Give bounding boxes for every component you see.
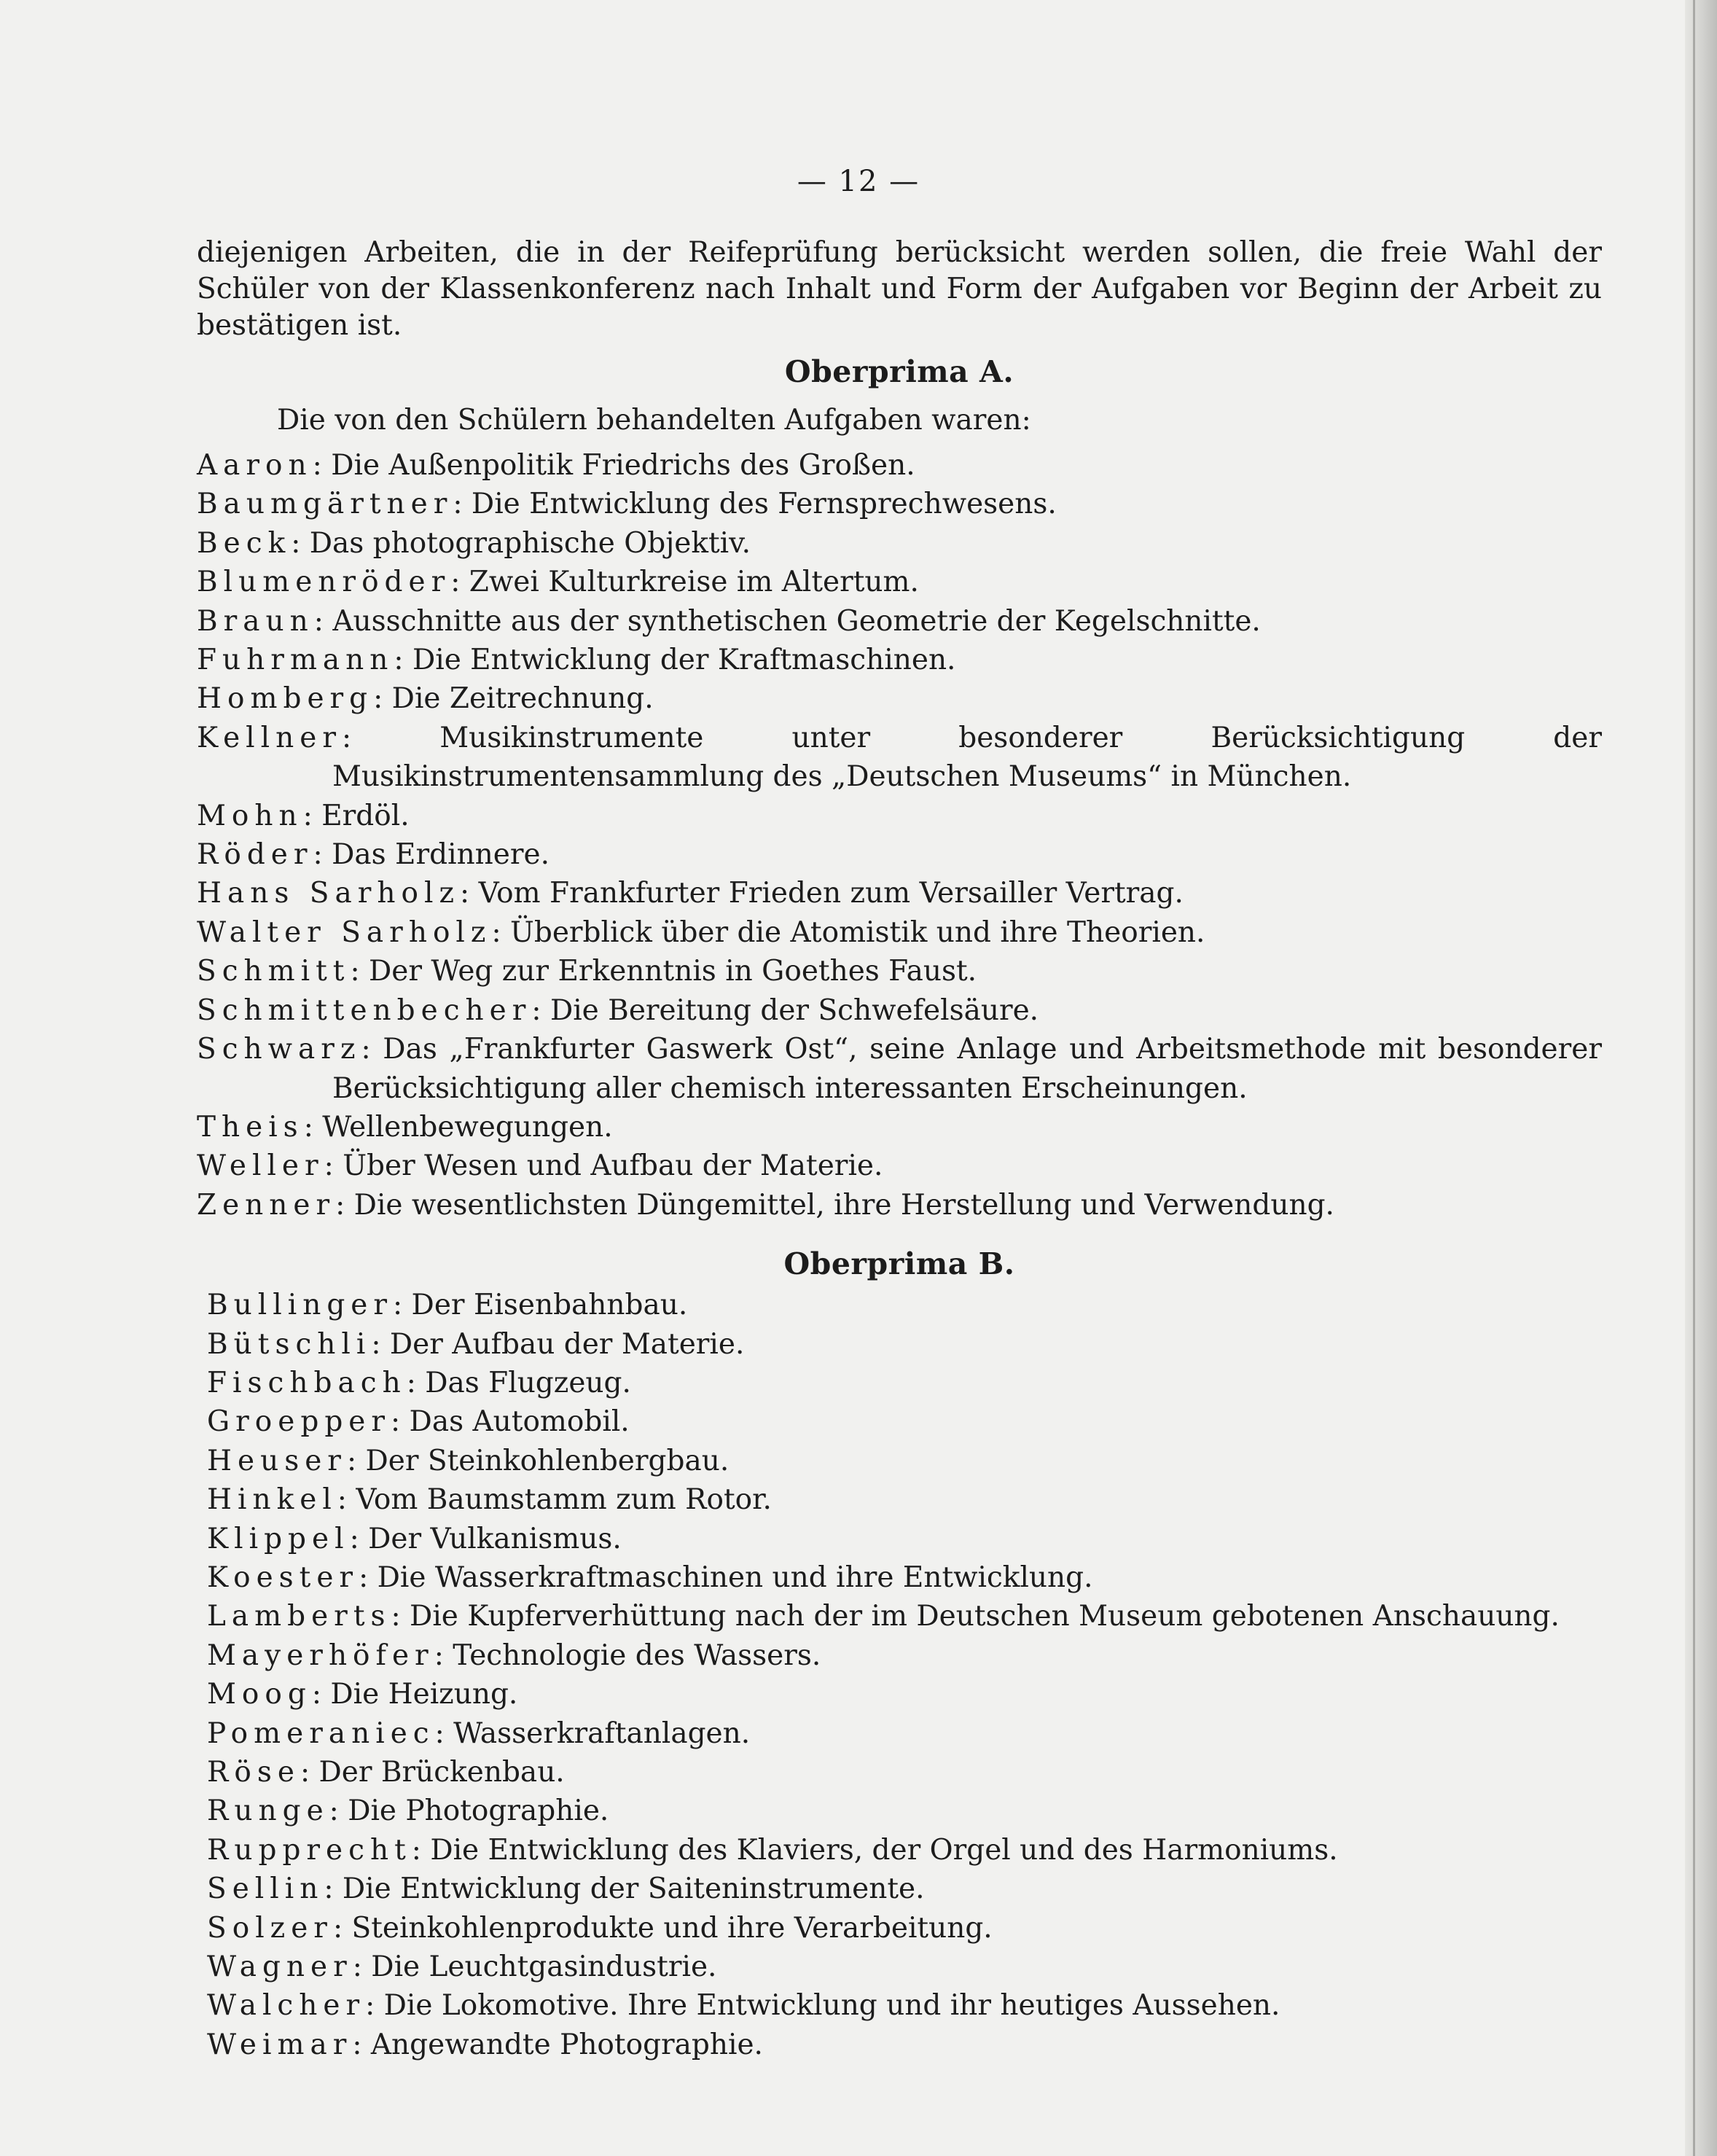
list-item — [197, 1520, 1602, 1558]
section-subtitle: Die von den Schülern behandelten Aufgaben waren: — [277, 404, 1031, 437]
essay-topic: : Die Kupferverhüttung nach der im Deutschen Museum gebotenen Anschauung. — [391, 1600, 1560, 1633]
student-name: Walter Sarholz — [197, 915, 492, 949]
list-item — [197, 1480, 1602, 1519]
list-item — [197, 1636, 1602, 1675]
student-name: Wagner — [207, 1950, 353, 1984]
list-item — [197, 1753, 1602, 1792]
essay-topic: : Die Entwicklung der Saiteninstrumente. — [324, 1872, 925, 1906]
list-item — [197, 1675, 1602, 1714]
essay-topic: : Die Entwicklung des Fernsprechwesens. — [453, 488, 1057, 521]
student-name: Röder — [197, 838, 313, 872]
student-name: Koester — [207, 1561, 359, 1594]
student-name: Bullinger — [207, 1289, 394, 1322]
essay-topic: : Das Flugzeug. — [406, 1366, 631, 1399]
student-name: Weimar — [207, 2028, 353, 2061]
list-item — [197, 1325, 1602, 1364]
list-item — [197, 874, 1602, 913]
essay-topic: : Das Automobil. — [391, 1405, 630, 1439]
list-item — [197, 1597, 1602, 1636]
list-item — [197, 1286, 1602, 1324]
essay-topic: : Der Aufbau der Materie. — [371, 1327, 745, 1361]
intro-paragraph: diejenigen Arbeiten, die in der Reifeprüfung berücksicht werden sollen, die freie Wahl der Schüler von der Klassenkonferenz nach Inhalt und Form der Aufgaben vor Beginn der Arbeit zu bestätigen ist. — [197, 236, 1602, 342]
student-name: Röse — [207, 1756, 300, 1789]
student-name: Runge — [207, 1794, 329, 1828]
essay-topic: : Die Photographie. — [329, 1794, 609, 1828]
student-name: Hinkel — [207, 1483, 337, 1517]
list-item — [197, 913, 1602, 952]
list-item — [197, 1364, 1602, 1402]
student-name: Kellner — [197, 721, 342, 754]
essay-topic: : Die Entwicklung der Kraftmaschinen. — [394, 644, 956, 677]
student-name: Blumenröder — [197, 566, 451, 599]
student-name: Homberg — [197, 682, 374, 716]
list-item — [197, 1792, 1602, 1830]
essay-topic: : Zwei Kulturkreise im Altertum. — [450, 566, 919, 599]
essay-topic: : Die Entwicklung des Klaviers, der Orgel und des Harmoniums. — [411, 1833, 1338, 1867]
essay-topic: : Die Zeitrechnung. — [373, 682, 654, 716]
essay-topic: : Wellenbewegungen. — [303, 1110, 613, 1144]
student-name: Fischbach — [207, 1366, 407, 1399]
student-name: Schmittenbecher — [197, 993, 532, 1027]
page-body — [197, 235, 1602, 2064]
student-name: Hans Sarholz — [197, 877, 461, 910]
section-heading-oberprima-a: Oberprima A. — [784, 354, 1014, 389]
essay-topic: : Die Außenpolitik Friedrichs des Großen. — [312, 449, 915, 482]
essay-topic: : Das „Frankfurter Gaswerk Ost“, seine Anlage und Arbeitsmethode mit besonderer Berücksichtigung aller chemisch interessanten Erscheinungen. — [332, 1033, 1602, 1105]
list-item — [197, 1147, 1602, 1185]
essay-topic: : Die Leuchtgasindustrie. — [352, 1950, 717, 1984]
essay-topic: : Die Wasserkraftmaschinen und ihre Entwicklung. — [359, 1561, 1093, 1594]
student-name: Bütschli — [207, 1327, 372, 1361]
essay-topic: : Vom Baumstamm zum Rotor. — [337, 1483, 772, 1517]
essay-topic: : Die Bereitung der Schwefelsäure. — [531, 993, 1039, 1027]
list-item — [197, 797, 1602, 835]
essay-topic: : Erdöl. — [302, 799, 410, 832]
list-item — [197, 1108, 1602, 1147]
essay-topic: : Die Heizung. — [311, 1678, 518, 1711]
student-name: Lamberts — [207, 1600, 391, 1633]
student-name: Moog — [207, 1678, 312, 1711]
essay-topic: : Das Erdinnere. — [313, 838, 550, 872]
student-name: Theis — [197, 1110, 304, 1144]
list-item — [197, 1909, 1602, 1948]
student-name: Fuhrmann — [197, 644, 394, 677]
list-item — [197, 1442, 1602, 1480]
list-item — [197, 835, 1602, 874]
student-name: Klippel — [207, 1522, 350, 1555]
list-item — [197, 524, 1602, 563]
list-item — [197, 563, 1602, 601]
student-name: Heuser — [207, 1444, 347, 1477]
entry-list-oberprima-b — [197, 1286, 1602, 2064]
list-item — [197, 991, 1602, 1030]
student-name: Weller — [197, 1149, 324, 1183]
essay-topic: : Ausschnitte aus der synthetischen Geometrie der Kegelschnitte. — [313, 604, 1261, 638]
essay-topic: : Steinkohlenprodukte und ihre Verarbeitung. — [332, 1911, 993, 1945]
essay-topic: : Wasserkraftanlagen. — [434, 1716, 751, 1750]
list-item — [197, 1714, 1602, 1753]
student-name: Zenner — [197, 1188, 336, 1222]
student-name: Braun — [197, 604, 314, 638]
essay-topic: : Überblick über die Atomistik und ihre Theorien. — [491, 915, 1205, 949]
student-name: Aaron — [197, 449, 313, 482]
page-number: — 12 — — [797, 165, 920, 198]
essay-topic: : Der Steinkohlenbergbau. — [346, 1444, 730, 1477]
student-name: Groepper — [207, 1405, 391, 1439]
essay-topic: : Musikinstrumente unter besonderer Berücksichtigung der Musikinstrumentensammlung des „Deutschen Museums“ in München. — [332, 721, 1602, 794]
student-name: Beck — [197, 526, 292, 560]
list-item — [197, 602, 1602, 641]
essay-topic: : Der Eisenbahnbau. — [393, 1289, 688, 1322]
page-edge-shadow — [1685, 0, 1717, 2156]
list-item — [197, 2026, 1602, 2064]
student-name: Schwarz — [197, 1033, 361, 1066]
list-item — [197, 446, 1602, 485]
list-item — [197, 1030, 1602, 1108]
essay-topic: : Der Brückenbau. — [300, 1756, 565, 1789]
student-name: Schmitt — [197, 955, 351, 988]
student-name: Sellin — [207, 1872, 324, 1906]
list-item — [197, 679, 1602, 718]
student-name: Solzer — [207, 1911, 333, 1945]
list-item — [197, 952, 1602, 991]
list-item — [197, 1831, 1602, 1870]
list-item — [197, 1986, 1602, 2025]
list-item — [197, 485, 1602, 523]
student-name: Baumgärtner — [197, 488, 453, 521]
entry-list-oberprima-a — [197, 446, 1602, 1225]
essay-topic: : Angewandte Photographie. — [352, 2028, 763, 2061]
essay-topic: : Der Vulkanismus. — [349, 1522, 622, 1555]
essay-topic: : Die wesentlichsten Düngemittel, ihre Herstellung und Verwendung. — [335, 1188, 1334, 1222]
list-item — [197, 641, 1602, 679]
student-name: Mohn — [197, 799, 303, 832]
student-name: Rupprecht — [207, 1833, 412, 1867]
section-heading-oberprima-b: Oberprima B. — [783, 1246, 1015, 1282]
list-item — [197, 1186, 1602, 1225]
essay-topic: : Das photographische Objektiv. — [291, 526, 751, 560]
student-name: Pomeraniec — [207, 1716, 435, 1750]
essay-topic: : Der Weg zur Erkenntnis in Goethes Faust. — [350, 955, 977, 988]
list-item — [197, 1558, 1602, 1597]
student-name: Walcher — [207, 1989, 366, 2023]
page-edge-line — [1693, 0, 1695, 2156]
essay-topic: : Über Wesen und Aufbau der Materie. — [324, 1149, 883, 1183]
student-name: Mayerhöfer — [207, 1639, 434, 1672]
essay-topic: : Vom Frankfurter Frieden zum Versailler Vertrag. — [460, 877, 1184, 910]
essay-topic: : Technologie des Wassers. — [434, 1639, 821, 1672]
list-item — [197, 1402, 1602, 1441]
list-item — [197, 1948, 1602, 1986]
list-item — [197, 719, 1602, 797]
essay-topic: : Die Lokomotive. Ihre Entwicklung und ihr heutiges Aussehen. — [365, 1989, 1280, 2023]
list-item — [197, 1870, 1602, 1908]
